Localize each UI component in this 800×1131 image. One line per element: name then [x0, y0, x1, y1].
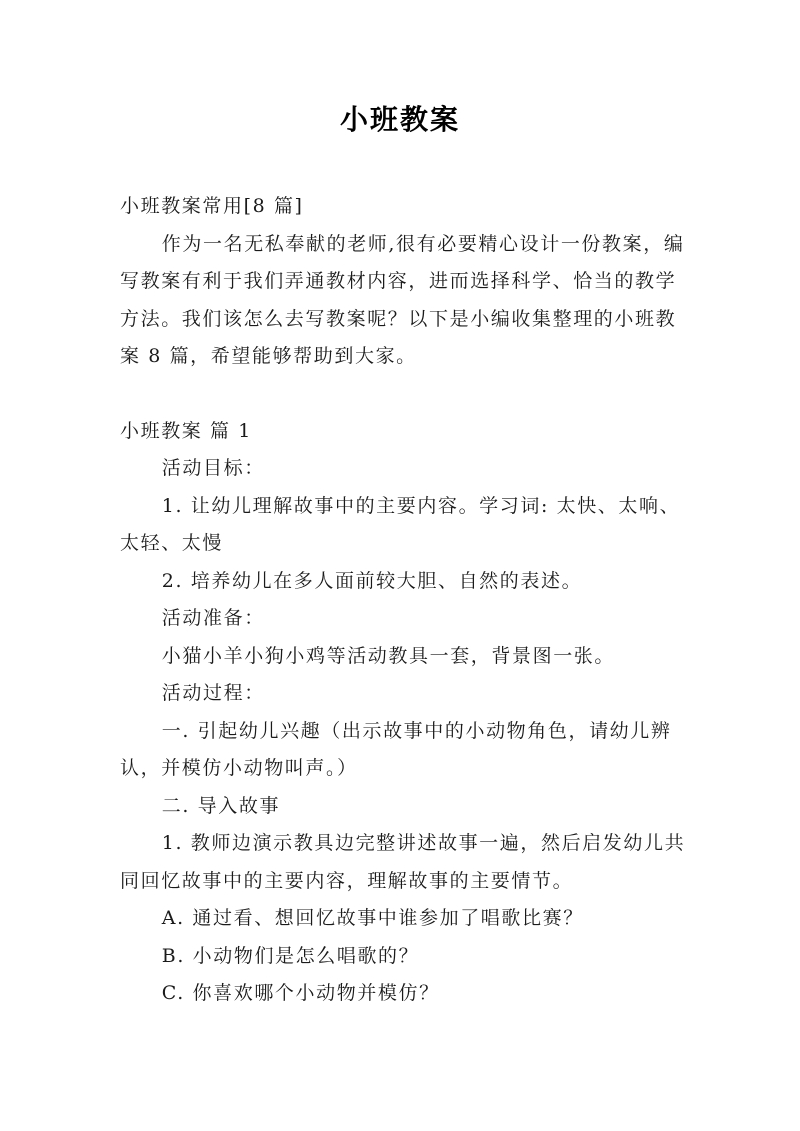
prep-heading: 活动准备：	[161, 607, 265, 629]
goal-item-1: 1. 让幼儿理解故事中的主要内容。学习词: 太快、太响、太轻、太慢	[120, 494, 681, 554]
document-body	[120, 188, 690, 1013]
intro-paragraph: 作为一名无私奉献的老师,很有必要精心设计一份教案，编写教案有利于我们弄通教材内容，进而选择科学、恰当的教学方法。我们该怎么去写教案呢？以下是小编收集整理的小班教案 8 篇，希望能够帮助到大家。	[120, 232, 685, 367]
page-title: 小班教案	[339, 103, 460, 136]
section-spacer	[120, 376, 690, 413]
process-step-2-1: 1. 教师边演示教具边完整讲述故事一遍，然后启发幼儿共同回忆故事中的主要内容，理解故事的主要情节。	[120, 832, 686, 892]
process-step-2: 二. 导入故事	[161, 794, 281, 817]
question-b: B. 小动物们是怎么唱歌的？	[161, 944, 420, 967]
process-step-1: 一. 引起幼儿兴趣（出示故事中的小动物角色，请幼儿辨认，并模仿小动物叫声。）	[120, 719, 672, 779]
goal-heading: 活动目标：	[161, 457, 265, 479]
goal-item-2: 2. 培养幼儿在多人面前较大胆、自然的表述。	[161, 569, 583, 592]
question-a: A. 通过看、想回忆故事中谁参加了唱歌比赛？	[161, 907, 584, 929]
document-subtitle: 小班教案常用[8 篇]	[120, 195, 304, 217]
section-heading: 小班教案 篇 1	[120, 419, 252, 442]
question-c: C. 你喜欢哪个小动物并模仿？	[161, 982, 440, 1004]
prep-text: 小猫小羊小狗小鸡等活动教具一套，背景图一张。	[161, 644, 615, 667]
process-heading: 活动过程：	[161, 682, 265, 704]
